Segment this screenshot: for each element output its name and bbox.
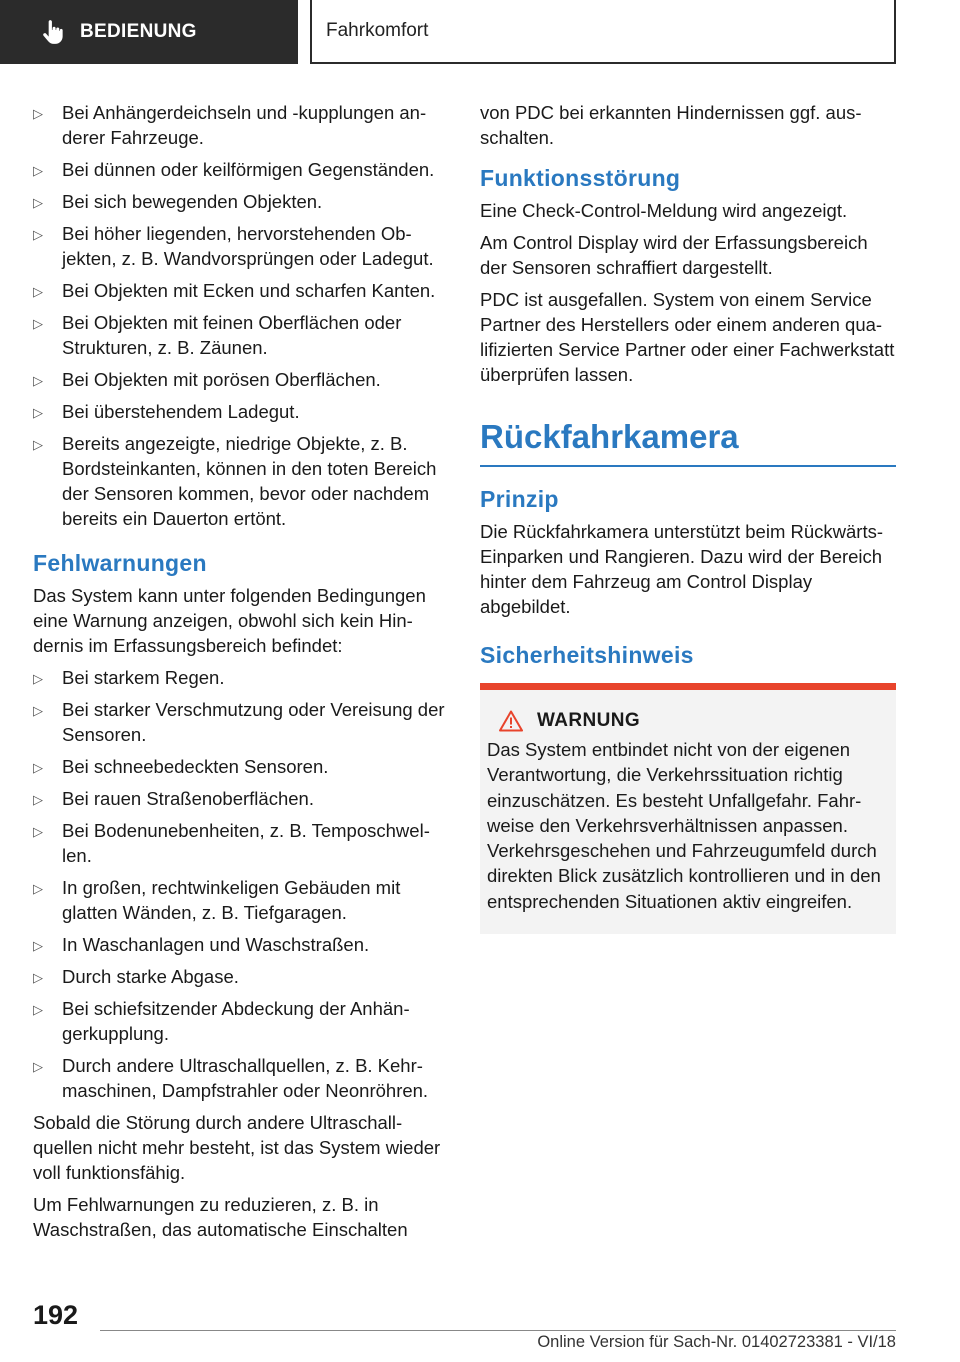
hand-pointer-icon xyxy=(40,19,66,45)
list-item: ▷ Bereits angezeigte, niedrige Objekte, z. B. Bordsteinkanten, können in den toten Bereich der Sensoren kommen, bevor oder nachdem bereits ein Dauerton ertönt. xyxy=(33,433,437,529)
triangle-bullet-icon: ▷ xyxy=(33,671,43,686)
header-section-tab xyxy=(0,0,298,64)
list-item: ▷ In Waschanlagen und Waschstraßen. xyxy=(33,932,453,957)
left-column xyxy=(33,100,453,1249)
triangle-bullet-icon: ▷ xyxy=(33,881,43,896)
list-item: ▷ Bei Objekten mit Ecken und scharfen Kanten. xyxy=(33,278,453,303)
triangle-bullet-icon: ▷ xyxy=(33,227,43,242)
list-item: ▷ Bei starkem Regen. xyxy=(33,665,453,690)
list-item: ▷ Bei Anhängerdeichseln und -kupplungen anderer Fahrzeuge. xyxy=(33,102,427,148)
section-label: BEDIENUNG xyxy=(80,21,197,42)
funktion-paragraph-2: Am Control Display wird der Erfassungsbereich der Sensoren schraffiert dargestellt. xyxy=(480,232,868,278)
triangle-bullet-icon: ▷ xyxy=(33,970,43,985)
triangle-bullet-icon: ▷ xyxy=(33,316,43,331)
warning-box xyxy=(480,683,896,934)
triangle-bullet-icon: ▷ xyxy=(33,824,43,839)
triangle-bullet-icon: ▷ xyxy=(33,106,43,121)
stoerung-paragraph: Sobald die Störung durch andere Ultraschallquellen nicht mehr besteht, ist das System wieder voll funktionsfähig. xyxy=(33,1112,441,1183)
list-item: ▷ Bei starker Verschmutzung oder Vereisung der Sensoren. xyxy=(33,699,445,745)
list-item: ▷ Bei schneebedeckten Sensoren. xyxy=(33,754,453,779)
list-item: ▷ Bei Bodenunebenheiten, z. B. Temposchwellen. xyxy=(33,820,430,866)
triangle-bullet-icon: ▷ xyxy=(33,1059,43,1074)
heading-prinzip: Prinzip xyxy=(480,486,559,512)
list-item: ▷ In großen, rechtwinkeligen Gebäuden mit glatten Wänden, z. B. Tiefgaragen. xyxy=(33,877,401,923)
right-column xyxy=(480,100,896,934)
limits-list xyxy=(33,100,453,531)
funktion-paragraph-1: Eine Check-Control-Meldung wird angezeigt. xyxy=(480,200,848,221)
list-item: ▷ Bei überstehendem Ladegut. xyxy=(33,399,453,424)
list-item: ▷ Durch andere Ultraschallquellen, z. B. Kehrmaschinen, Dampfstrahler oder Neonröhren. xyxy=(33,1055,429,1101)
list-item: ▷ Bei Objekten mit porösen Oberflächen. xyxy=(33,367,453,392)
list-item: ▷ Bei schiefsitzender Abdeckung der Anhängerkupplung. xyxy=(33,998,410,1044)
heading-rueckfahrkamera: Rückfahrkamera xyxy=(480,417,896,467)
warning-title xyxy=(487,708,888,733)
warning-label: WARNUNG xyxy=(537,710,641,731)
list-item: ▷ Durch starke Abgase. xyxy=(33,964,453,989)
triangle-bullet-icon: ▷ xyxy=(33,1002,43,1017)
footer-version-text: Online Version für Sach-Nr. 01402723381 - VI/18 xyxy=(537,1333,896,1351)
warning-text: Das System entbindet nicht von der eigenen Verantwortung, die Verkehrssituation richtig einzuschätzen. Es besteht Unfallgefahr. Fahrweise den Verkehrsverhältnissen anpassen. Verkehrsgeschehen und Fahrzeugumfeld durch direkten Blick zusätzlich kontrollieren und in den entsprechenden Situationen aktiv eingreifen. xyxy=(487,739,881,912)
intro-paragraph: Das System kann unter folgenden Bedingungen eine Warnung anzeigen, obwohl sich kein Hindernis im Erfassungsbereich befindet: xyxy=(33,585,426,656)
warning-triangle-icon xyxy=(499,710,523,732)
triangle-bullet-icon: ▷ xyxy=(33,703,43,718)
page-number: 192 xyxy=(33,1300,79,1330)
triangle-bullet-icon: ▷ xyxy=(33,760,43,775)
footer-divider xyxy=(100,1330,896,1331)
list-item: ▷ Bei höher liegenden, hervorstehenden Objekten, z. B. Wandvorsprüngen oder Ladegut. xyxy=(33,223,434,269)
triangle-bullet-icon: ▷ xyxy=(33,373,43,388)
continued-paragraph: von PDC bei erkannten Hindernissen ggf. ausschalten. xyxy=(480,102,862,148)
triangle-bullet-icon: ▷ xyxy=(33,792,43,807)
list-item: ▷ Bei rauen Straßenoberflächen. xyxy=(33,786,453,811)
false-warnings-list xyxy=(33,665,453,1103)
heading-sicherheitshinweis: Sicherheitshinweis xyxy=(480,642,694,668)
triangle-bullet-icon: ▷ xyxy=(33,195,43,210)
triangle-bullet-icon: ▷ xyxy=(33,284,43,299)
funktion-paragraph-3: PDC ist ausgefallen. System von einem Service Partner des Herstellers oder einem anderen qualifizierten Service Partner oder einer Fachwerkstatt überprüfen lassen. xyxy=(480,289,895,385)
triangle-bullet-icon: ▷ xyxy=(33,437,43,452)
chapter-title: Fahrkomfort xyxy=(310,0,896,64)
list-item: ▷ Bei sich bewegenden Objekten. xyxy=(33,189,453,214)
heading-funktionsstoerung: Funktionsstörung xyxy=(480,165,681,191)
triangle-bullet-icon: ▷ xyxy=(33,405,43,420)
heading-fehlwarnungen: Fehlwarnungen xyxy=(33,550,207,576)
reduzieren-paragraph: Um Fehlwarnungen zu reduzieren, z. B. in Waschstraßen, das automatische Einschalten xyxy=(33,1194,408,1240)
prinzip-paragraph: Die Rückfahrkamera unterstützt beim Rückwärts-Einparken und Rangieren. Dazu wird der Bereich hinter dem Fahrzeug am Control Display abgebildet. xyxy=(480,521,884,617)
list-item: ▷ Bei dünnen oder keilförmigen Gegenständen. xyxy=(33,157,453,182)
triangle-bullet-icon: ▷ xyxy=(33,938,43,953)
list-item: ▷ Bei Objekten mit feinen Oberflächen oder Strukturen, z. B. Zäunen. xyxy=(33,312,402,358)
triangle-bullet-icon: ▷ xyxy=(33,163,43,178)
